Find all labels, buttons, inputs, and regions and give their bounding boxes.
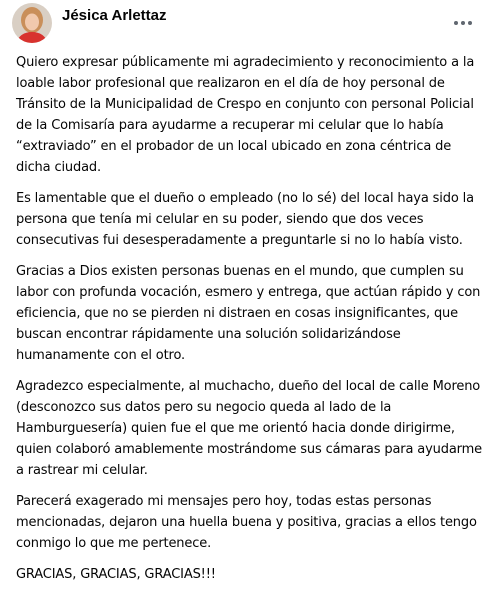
post-paragraph: Parecerá exagerado mi mensajes pero hoy, todas estas personas mencionadas, dejaron una huella buena y positiva, gracias a ellos tengo conmigo lo que me pertenece. bbox=[16, 494, 477, 551]
more-horizontal-icon bbox=[454, 21, 458, 25]
avatar[interactable] bbox=[12, 3, 52, 43]
post-paragraph: GRACIAS, GRACIAS, GRACIAS!!! bbox=[16, 567, 216, 582]
more-horizontal-icon bbox=[468, 21, 472, 25]
more-options-button[interactable] bbox=[445, 10, 481, 36]
post-paragraph: Es lamentable que el dueño o empleado (no lo sé) del local haya sido la persona que tenía mi celular en su poder, siendo que dos veces consecutivas fui desesperadamente a preguntarle si no lo había visto. bbox=[16, 191, 474, 248]
post-paragraph: Agradezco especialmente, al muchacho, dueño del local de calle Moreno (desconozco sus datos pero su negocio queda al lado de la Hamburguesería) quien fue el que me orientó hacia donde dirigirme, quien colaboró amablemente mostrándome sus cámaras para ayudarme a rastrear mi celular. bbox=[16, 379, 482, 478]
post-paragraph: Gracias a Dios existen personas buenas en el mundo, que cumplen su labor con profunda vocación, esmero y entrega, que actúan rápido y con eficiencia, que no se pierden ni distraen en cosas insignificantes, que buscan encontrar rápidamente una solución solidarizándose humanamente con el otro. bbox=[16, 264, 481, 363]
post-paragraph: Quiero expresar públicamente mi agradecimiento y reconocimiento a la loable labor profesional que realizaron en el día de hoy personal de Tránsito de la Municipalidad de Crespo en conjunto con personal Policial de la Comisaría para ayudarme a recuperar mi celular que lo había “extraviado” en el probador de un local ubicado en zona céntrica de dicha ciudad. bbox=[16, 55, 475, 175]
post-body bbox=[16, 52, 484, 595]
avatar-photo bbox=[12, 3, 52, 43]
more-horizontal-icon bbox=[461, 21, 465, 25]
author-name[interactable]: Jésica Arlettaz bbox=[62, 7, 167, 24]
